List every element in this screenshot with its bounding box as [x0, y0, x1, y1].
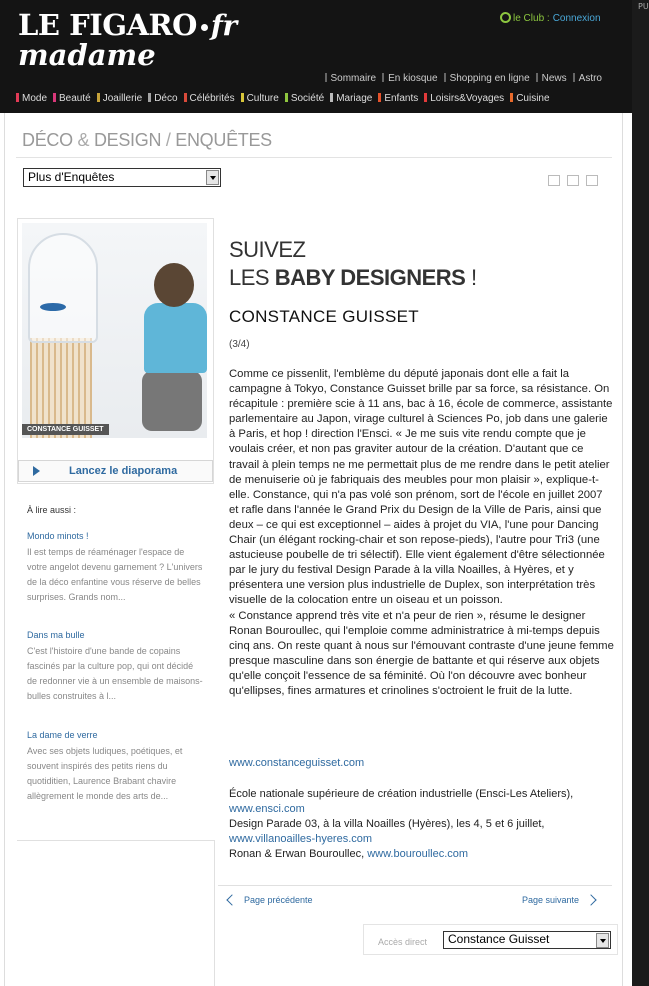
figure-legs [142, 371, 202, 431]
cat-mode[interactable]: Mode [16, 93, 47, 104]
divider [218, 885, 612, 886]
kicker-exclamation: ! [470, 265, 477, 290]
site-header [0, 0, 632, 113]
related-text: Avec ses objets ludiques, poétiques, et souvent inspirés des petits riens du quotiditien, Laurence Brabant chavire allègrement le monde des arts de... [27, 746, 183, 801]
acces-direct-select[interactable] [443, 931, 611, 949]
bouroullec-link[interactable]: www.bouroullec.com [367, 848, 469, 860]
side-ad-label: PU [638, 2, 649, 11]
villanoailles-link[interactable]: www.villanoailles-hyeres.com [229, 833, 373, 845]
next-label: Page suivante [522, 895, 580, 905]
select-value: Constance Guisset [448, 932, 550, 946]
nav-en-kiosque[interactable]: En kiosque [382, 73, 437, 84]
cat-mariage[interactable]: Mariage [330, 93, 372, 104]
diaporama-label: Lancez le diaporama [69, 465, 178, 477]
read-also-heading: À lire aussi : [27, 505, 77, 515]
info-text: École nationale supérieure de création industrielle (Ensci-Les Ateliers), [229, 788, 574, 800]
cat-enfants[interactable]: Enfants [378, 93, 418, 104]
nav-sommaire[interactable]: Sommaire [325, 73, 377, 84]
kicker-line-1: SUIVEZ [229, 237, 306, 262]
figure-body [144, 303, 207, 373]
section-slash: / [165, 130, 171, 150]
related-title[interactable]: Mondo minots ! [27, 531, 89, 541]
logo-dot [201, 24, 208, 31]
select-value: Plus d'Enquêtes [28, 170, 115, 184]
photo-caption: CONSTANCE GUISSET [22, 424, 109, 435]
prev-label: Page précédente [244, 895, 313, 905]
chevron-down-icon[interactable] [596, 933, 609, 948]
logo-ext: fr [210, 9, 237, 42]
next-page-link[interactable] [522, 895, 595, 905]
side-ad-panel [632, 0, 649, 986]
info-text: Ronan & Erwan Bouroullec, [229, 848, 365, 860]
related-item [27, 529, 205, 605]
article-infos [229, 787, 599, 862]
designer-name: CONSTANCE GUISSET [229, 307, 419, 326]
divider [16, 157, 612, 158]
cat-celebrites[interactable]: Célébrités [184, 93, 235, 104]
glass-vase [28, 233, 98, 343]
related-item [27, 728, 205, 804]
slide-counter: (3/4) [229, 339, 250, 350]
article-kicker [229, 236, 477, 292]
side-ad-strip [632, 0, 649, 986]
madame-logo[interactable]: madame [18, 38, 156, 72]
logo-main: LE FIGARO [18, 8, 197, 42]
cat-societe[interactable]: Société [285, 93, 324, 104]
cat-loisirs[interactable]: Loisirs&Voyages [424, 93, 504, 104]
designer-figure [144, 263, 207, 438]
cat-joaillerie[interactable]: Joaillerie [97, 93, 142, 104]
more-enquetes-select[interactable] [23, 168, 221, 187]
related-title[interactable]: La dame de verre [27, 730, 98, 740]
page-icon[interactable] [548, 175, 560, 186]
prev-page-link[interactable] [228, 895, 313, 905]
designer-website-link[interactable]: www.constanceguisset.com [229, 757, 365, 769]
chevron-left-icon [226, 894, 237, 905]
related-text: C'est l'histoire d'une bande de copains fascinés par la culture pop, qui ont décidé de redonner vie à un ensemble de maisons-bulles construites à l... [27, 646, 203, 701]
ensci-link[interactable]: www.ensci.com [229, 803, 305, 815]
nav-news[interactable]: News [536, 73, 567, 84]
cat-cuisine[interactable]: Cuisine [510, 93, 549, 104]
cat-deco[interactable]: Déco [148, 93, 177, 104]
section-title-deco[interactable]: DÉCO [22, 130, 73, 150]
related-title[interactable]: Dans ma bulle [27, 630, 85, 640]
lamp-stand [30, 338, 92, 438]
article-paragraph: Comme ce pissenlit, l'emblème du député japonais dont elle a fait la campagne à Tokyo, Constance Guisset brille par sa force, sa résistance. On récapitule : première scie à 11 ans, bac à 16, école de commerce, assistante parlementaire au Japon, virage culturel à Sciences Po, job dans une galerie à Paris, et hop ! direction l'Ensci. « Je me suis vite rendu compte que je voulais créer, et non pas graviter autour de la création. D'autant que ce travail à plein temps ne me permettait plus de me rendre dans le petit atelier de menuiserie où je fabriquais des meubles pour mon plaisir », explique-t-elle. Constance, qui n'a pas volé son prénom, sort de l'école en juillet 2007 et rafle dans l'année le Grand Prix du Design de la Ville de Paris, ainsi que deux – ce qui est exceptionnel – aides à projet du VIA, l'une pour Dancing Chair (un élégant rocking-chair et son repose-pieds), l'autre pour Tri3 (une astucieuse poubelle de tri sélectif). Elle vient également d'être sélectionnée par le jury du festival Design Parade à la villa Noailles, à Hyères, et y présentera une version plus industrielle de Duplex, son interprétation très visuelle de la colocation entre un oiseau et un poisson. [229, 368, 613, 607]
section-amp: & [77, 130, 90, 150]
nav-astro[interactable]: Astro [573, 73, 602, 84]
section-title-design[interactable]: DESIGN [93, 130, 162, 150]
article-body [229, 367, 615, 699]
divider [214, 840, 215, 986]
club-label[interactable]: le Club : [513, 13, 550, 24]
section-title [22, 130, 272, 151]
kicker-les: LES [229, 265, 270, 290]
print-icon[interactable] [586, 175, 598, 186]
related-item [27, 628, 205, 704]
acces-direct-label: Accès direct [378, 937, 428, 947]
figure-head [154, 263, 194, 307]
bird-figure [40, 303, 66, 311]
section-title-enquetes[interactable]: ENQUÊTES [175, 130, 272, 150]
nav-shopping[interactable]: Shopping en ligne [444, 73, 530, 84]
cat-beaute[interactable]: Beauté [53, 93, 91, 104]
cat-culture[interactable]: Culture [241, 93, 279, 104]
related-text: Il est temps de réaménager l'espace de votre angelot devenu garnement ? L'univers de la déco enfantine vous réserve de belles surprises. Grands nom... [27, 547, 203, 602]
chevron-down-icon[interactable] [206, 170, 219, 185]
info-text: Design Parade 03, à la villa Noailles (Hyères), les 4, 5 et 6 juillet, [229, 818, 545, 830]
play-icon [33, 466, 40, 476]
article-photo[interactable] [22, 223, 207, 438]
top-nav [319, 73, 603, 84]
kicker-baby-designers: BABY DESIGNERS [274, 265, 466, 290]
connexion-link[interactable]: Connexion [552, 13, 601, 24]
chevron-right-icon [585, 894, 596, 905]
club-icon [500, 12, 511, 23]
divider [17, 840, 214, 841]
article-paragraph: « Constance apprend très vite et n'a peur de rien », résume le designer Ronan Bouroullec, qui l'emploie comme administratrice à mi-temps depuis cinq ans. On reste quant à nous sur l'émouvant contraste d'une jeune femme presque masculine dans son énergie de battante et qui réserve aux objets qu'elle conçoit l'essence de sa féminité. Où l'on découvre avec bonheur qu'ellipses, fines armatures et crinolines s'octroient le fruit de la lutte. [229, 609, 614, 697]
figaro-logo[interactable] [18, 8, 237, 42]
diaporama-button[interactable] [18, 460, 213, 482]
article-tools [548, 173, 605, 191]
category-nav [16, 93, 556, 104]
club-links [500, 12, 601, 24]
mail-icon[interactable] [567, 175, 579, 186]
